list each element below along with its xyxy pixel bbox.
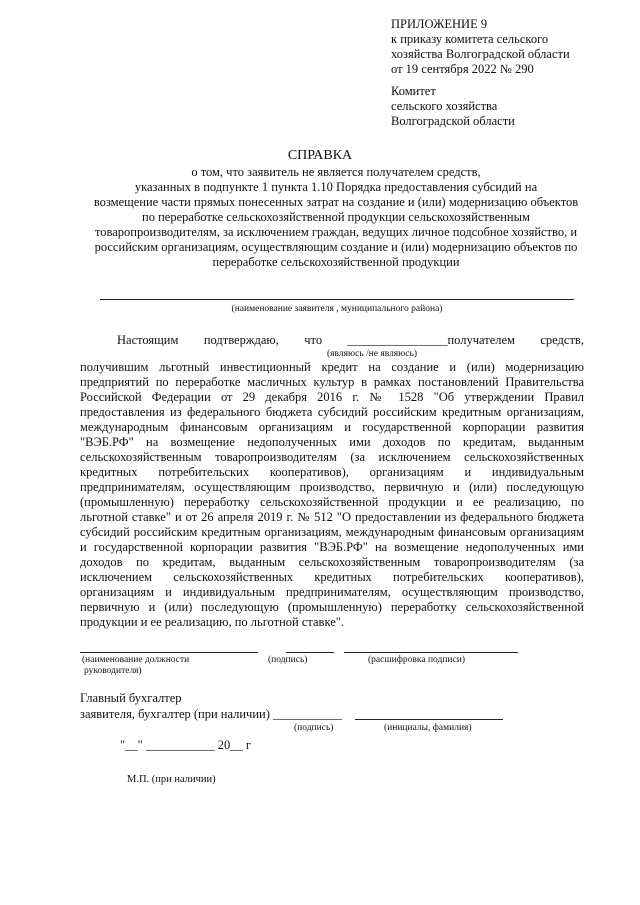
document-title: СПРАВКА <box>287 148 353 163</box>
accountant-label <box>80 707 342 722</box>
subtitle-line: о том, что заявитель не является получателем средств, <box>191 165 481 179</box>
confirm-caption: (являюсь /не являюсь) <box>327 349 417 359</box>
appendix-line: хозяйства Волгоградской области <box>391 47 570 61</box>
appendix-line: к приказу комитета сельского <box>391 32 549 46</box>
subtitle-line: переработке сельскохозяйственной продукции <box>212 255 460 269</box>
appendix-line: от 19 сентября 2022 № 290 <box>391 62 534 76</box>
position-line <box>80 652 258 653</box>
confirm-word: Настоящим <box>117 333 179 347</box>
accountant-title: Главный бухгалтер <box>80 691 182 705</box>
applicant-caption: (наименование заявителя , муниципального района) <box>231 304 443 314</box>
confirm-blank: ________________ <box>347 333 448 347</box>
signature-decode-line <box>344 652 518 653</box>
accountant-name-line <box>355 719 503 720</box>
confirm-word: подтверждаю, <box>203 333 279 347</box>
signature-line <box>286 652 334 653</box>
appendix-block <box>391 17 570 77</box>
appendix-title: ПРИЛОЖЕНИЕ 9 <box>391 17 488 31</box>
subtitle-line: товаропроизводителям, за исключением граждан, ведущих личное подсобное хозяйство, и <box>94 225 578 239</box>
decode-caption: (расшифровка подписи) <box>368 655 465 665</box>
applicant-name-line <box>100 299 574 300</box>
sign-caption: (подпись) <box>268 655 308 665</box>
document-subtitle <box>72 165 600 270</box>
addressee-block <box>391 84 515 129</box>
confirm-word: средств, <box>540 333 584 347</box>
accountant-name-caption: (инициалы, фамилия) <box>384 723 472 733</box>
accountant-role: заявителя, бухгалтер (при наличии) <box>80 707 270 721</box>
position-caption-line: руководителя) <box>84 666 142 676</box>
subtitle-line: указанных в подпункте 1 пункта 1.10 Порядка предоставления субсидий на <box>134 180 538 194</box>
addressee-line: Комитет <box>391 84 436 98</box>
position-caption-line: (наименование должности <box>82 655 190 665</box>
accountant-sign-blank: ___________ <box>273 707 342 721</box>
addressee-line: сельского хозяйства <box>391 99 498 113</box>
stamp-label: М.П. (при наличии) <box>127 774 216 785</box>
date-line: "__" ___________ 20__ г <box>120 738 251 752</box>
accountant-sign-caption: (подпись) <box>294 723 334 733</box>
subtitle-line: по переработке сельскохозяйственной продукции сельскохозяйственным <box>142 210 530 224</box>
position-caption <box>82 655 189 677</box>
addressee-line: Волгоградской области <box>391 114 515 128</box>
confirm-word: получателем <box>447 333 515 347</box>
confirm-status-field <box>347 333 514 348</box>
confirm-word: что <box>304 333 323 347</box>
subtitle-line: возмещение части прямых понесенных затрат на создание и (или) модернизацию объектов <box>93 195 579 209</box>
subtitle-line: российским организациям, осуществляющим создание и (или) модернизацию объектов по <box>94 240 578 254</box>
main-paragraph: получившим льготный инвестиционный кредит на создание и (или) модернизацию предприятий по переработке масличных культур в рамках постановлений Правительства Российской Федерации от 29 декабря 2016 г. № 1528 "Об утверждении Правил предоставления из федерального бюджета субсидий российским кредитным организациям, международным финансовым организациям и государственной корпорации развития "ВЭБ.РФ" на возмещение недополученных ими доходов по кредитам, выданным сельскохозяйственным товаропроизводителям (за исключением сельскохозяйственных кредитных потребительских кооперативов), организациям и индивидуальным предпринимателям, осуществляющим производство, первичную и (или) последующую (промышленную) переработку сельскохозяйственной продукции и ее реализацию, по льготной ставке" и от 26 апреля 2019 г. № 512 "О предоставлении из федерального бюджета субсидий российским кредитным организациям, международным финансовым организациям и государственной корпорации развития "ВЭБ.РФ" на возмещение недополученных ими доходов по кредитам, выданным сельскохозяйственным товаропроизводителям (за исключением сельскохозяйственных кредитных потребительских кооперативов), организациям и индивидуальным предпринимателям, осуществляющим производство, первичную и (или) последующую (промышленную) переработку сельскохозяйственной продукции и ее реализацию, по льготной ставке". <box>80 360 584 629</box>
confirmation-line <box>117 333 584 348</box>
